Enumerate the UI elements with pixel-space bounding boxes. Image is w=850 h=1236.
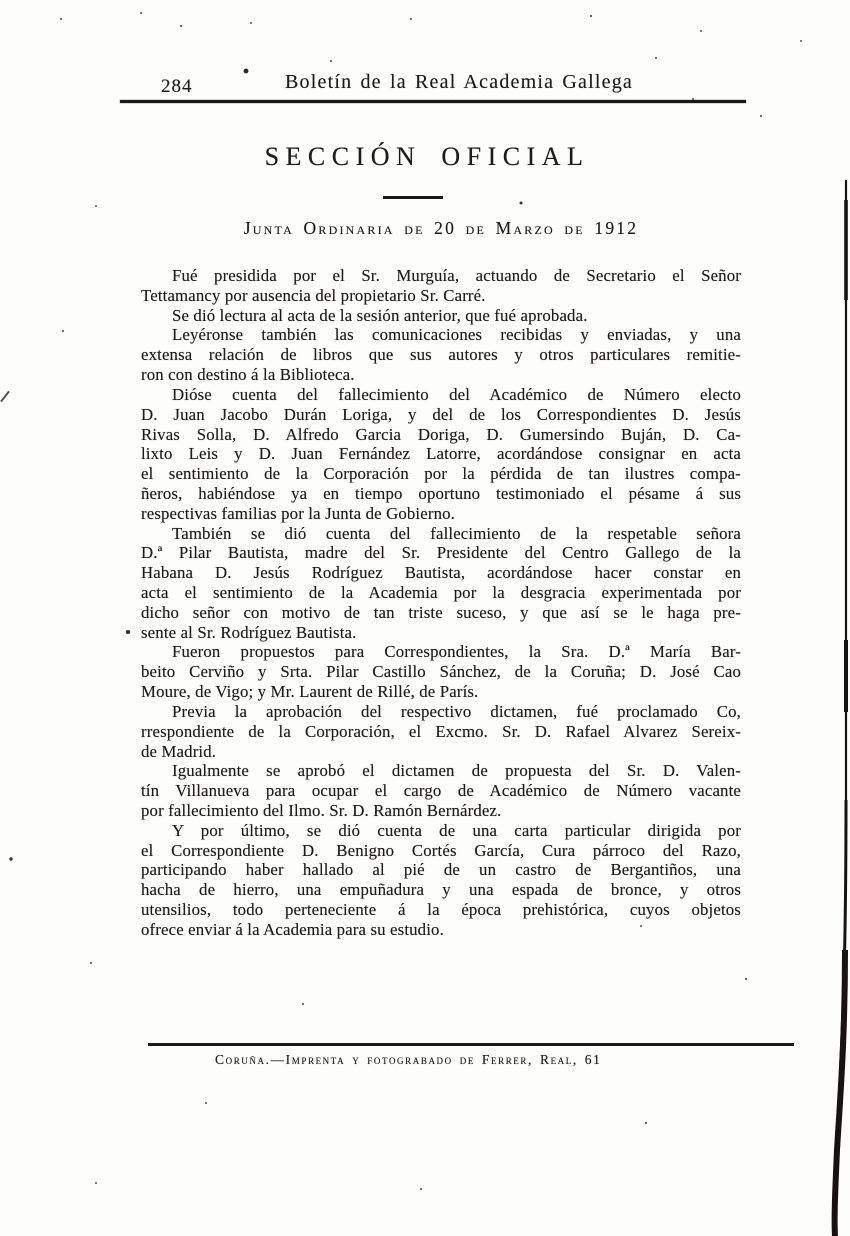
text-line: Moure, de Vigo; y Mr. Laurent de Rillé, de París. — [141, 682, 479, 702]
paragraph — [141, 385, 741, 524]
text-line: dicho señor con motivo de tan triste suceso, y que así se le haga pre- — [141, 602, 741, 622]
text-line: Fué presidida por el Sr. Murguía, actuando de Secretario el Señor — [172, 266, 741, 285]
text-line: Dióse cuenta del fallecimiento del Académico de Número electo — [172, 384, 741, 404]
text-line: Rivas Solla, D. Alfredo Garcia Doriga, D. Gumersindo Buján, D. Ca- — [141, 424, 741, 444]
header-rule — [120, 100, 746, 103]
margin-bullet-mark — [126, 630, 130, 634]
text-line: ofrece enviar á la Academia para su estudio. — [141, 919, 444, 939]
text-line: D. Juan Jacobo Durán Loriga, y del de los Correspondientes D. Jesús — [141, 404, 741, 424]
text-line: tín Villanueva para ocupar el cargo de Académico de Número vacante — [141, 781, 741, 801]
text-line: Leyéronse también las comunicaciones recibidas y enviadas, y una — [172, 325, 741, 345]
text-line: ñeros, habiéndose ya en tiempo oportuno testimoniado el pésame á sus — [141, 483, 741, 503]
text-line: participando haber hallado al pié de un castro de Bergantiños, una — [141, 860, 741, 880]
text-line: ron con destino á la Biblioteca. — [141, 365, 355, 385]
text-line: Habana D. Jesús Rodríguez Bautista, acordándose hacer constar en — [141, 563, 741, 583]
text-line: Previa la aprobación del respectivo dictamen, fué proclamado Co, — [172, 701, 741, 721]
body-paragraphs — [141, 266, 741, 940]
text-line: beito Cerviño y Srta. Pilar Castillo Sánchez, de la Coruña; D. José Cao — [141, 662, 741, 682]
text-line: También se dió cuenta del fallecimiento de la respetable señora — [172, 523, 741, 543]
paragraph — [141, 642, 741, 701]
text-line: respectivas familias por la Junta de Gobierno. — [141, 503, 455, 523]
text-line: Tettamancy por ausencia del propietario Sr. Carré. — [141, 285, 486, 305]
margin-slash-mark — [0, 391, 10, 402]
footer-rule — [148, 1043, 794, 1046]
text-line: de Madrid. — [141, 741, 217, 761]
page-binding-shadow — [828, 0, 850, 1236]
text-line: rrespondiente de la Corporación, el Excmo. Sr. D. Rafael Alvarez Sereix- — [141, 721, 741, 741]
paragraph — [141, 821, 741, 940]
text-line: Se dió lectura al acta de la sesión anterior, que fué aprobada. — [172, 305, 588, 325]
text-line: Igualmente se aprobó el dictamen de propuesta del Sr. D. Valen- — [172, 761, 741, 781]
running-title: Boletín de la Real Academia Gallega — [285, 71, 633, 93]
paragraph — [141, 266, 741, 306]
text-line: hacha de hierro, una empuñadura y una espada de bronce, y otros — [141, 880, 741, 900]
page-number: 284 — [161, 76, 193, 97]
paragraph — [141, 325, 741, 384]
text-line: sente al Sr. Rodríguez Bautista. — [141, 622, 357, 642]
footer-imprint: Coruña.—Imprenta y fotograbado de Ferrer, Real, 61 — [215, 1052, 602, 1067]
text-line: lixto Leis y D. Juan Fernández Latorre, acordándose consignar en acta — [141, 444, 741, 464]
text-line: acta el sentimiento de la Academia por la desgracia experimentada por — [141, 583, 741, 602]
paragraph — [141, 761, 741, 820]
text-line: el sentimiento de la Corporación por la pérdida de tan ilustres compa- — [141, 464, 741, 484]
section-title-rule — [383, 196, 443, 199]
text-line: por fallecimiento del Ilmo. Sr. D. Ramón Bernárdez. — [141, 800, 502, 820]
text-line: D.ª Pilar Bautista, madre del Sr. Presidente del Centro Gallego de la — [141, 543, 741, 563]
section-title: SECCIÓN OFICIAL — [264, 142, 590, 171]
text-line: Y por último, se dió cuenta de una carta particular dirigida por — [172, 820, 741, 840]
scan-noise-speckles — [0, 0, 2, 2]
paragraph — [141, 524, 741, 643]
text-line: Fueron propuestos para Correspondientes, la Sra. D.ª María Bar- — [172, 642, 741, 662]
paragraph — [141, 306, 741, 326]
text-line: utensilios, todo perteneciente á la época prehistórica, cuyos objetos — [141, 900, 741, 919]
paragraph — [141, 702, 741, 761]
session-subtitle: Junta Ordinaria de 20 de Marzo de 1912 — [243, 218, 639, 238]
text-line: extensa relación de libros que sus autores y otros particulares remitie- — [141, 345, 741, 365]
text-line: el Correspondiente D. Benigno Cortés García, Cura párroco del Razo, — [141, 840, 741, 860]
